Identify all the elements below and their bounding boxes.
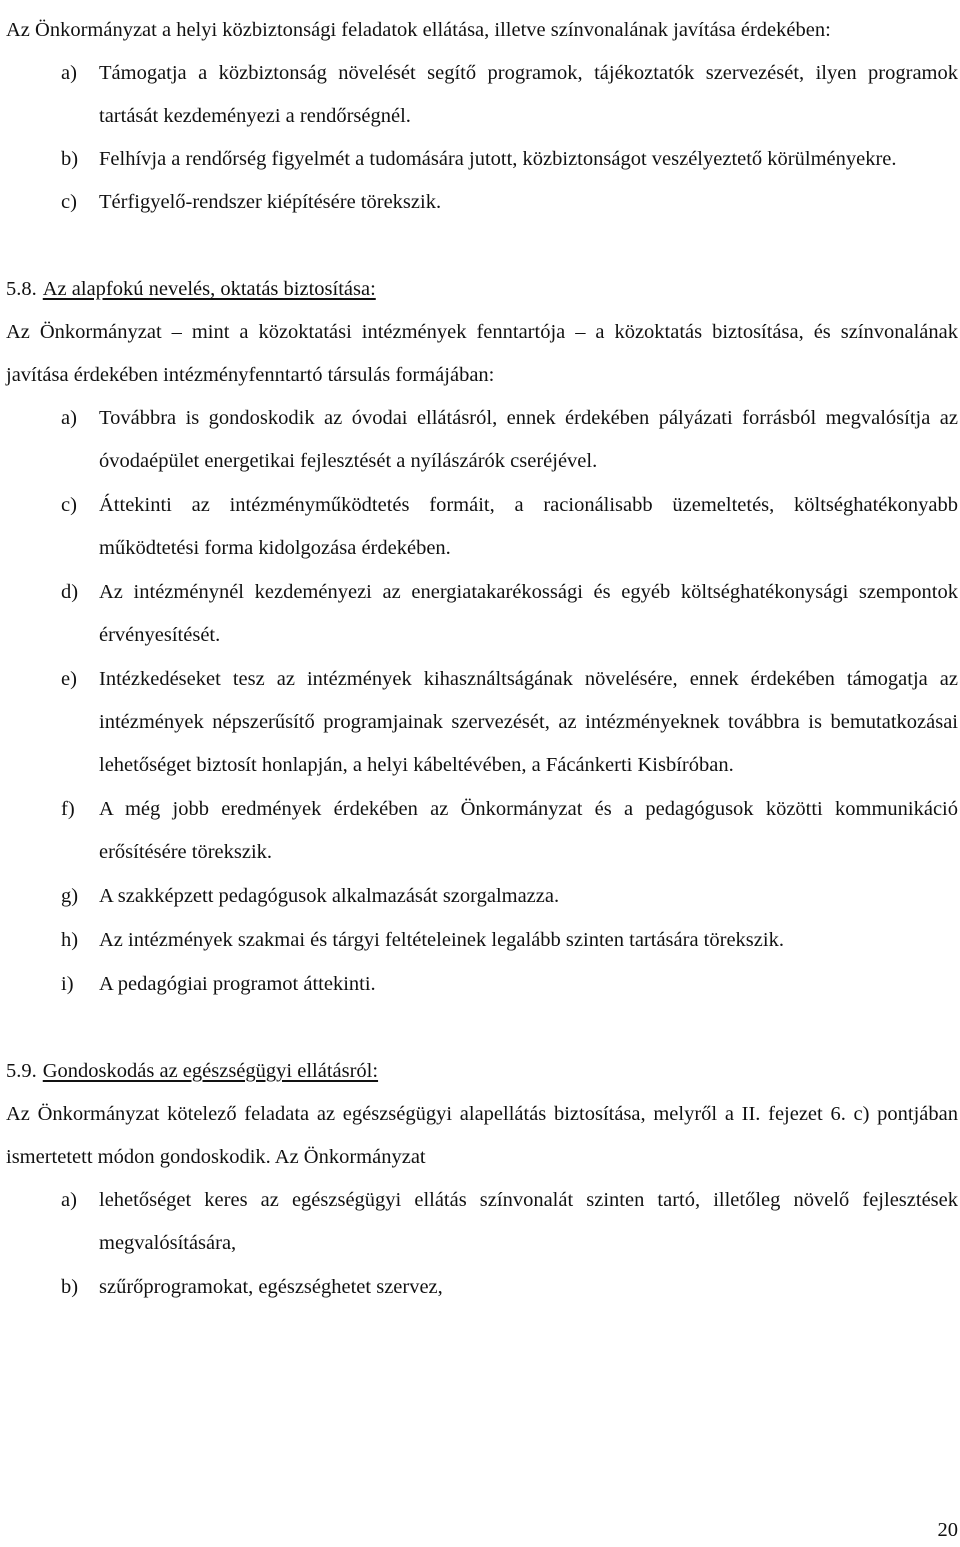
list-item — [6, 875, 958, 918]
page-number: 20 — [937, 1519, 958, 1541]
list-item-text: Felhívja a rendőrség figyelmét a tudomására jutott, közbiztonságot veszélyeztető körülményekre. — [99, 148, 897, 170]
health-list — [6, 1179, 958, 1309]
list-marker: a) — [61, 407, 77, 429]
section-heading — [6, 1050, 958, 1093]
section-paragraph: Az Önkormányzat kötelező feladata az egészségügyi alapellátás biztosítása, melyről a II. fejezet 6. c) pontjában ismertetett módon gondoskodik. Az Önkormányzat — [6, 1103, 958, 1168]
education-list — [6, 397, 958, 1006]
list-item-text: A szakképzett pedagógusok alkalmazását szorgalmazza. — [99, 885, 560, 907]
section-number: 5.8. — [6, 278, 37, 300]
list-marker: e) — [61, 668, 77, 690]
list-marker: b) — [61, 1276, 79, 1298]
list-item — [6, 1266, 958, 1309]
list-item — [6, 658, 958, 787]
list-item — [6, 397, 958, 483]
list-marker: h) — [61, 929, 79, 951]
public-safety-list — [6, 52, 958, 224]
section-title: Az alapfokú nevelés, oktatás biztosítása: — [42, 278, 376, 300]
section-5-9 — [6, 1050, 958, 1309]
list-marker: d) — [61, 581, 79, 603]
list-item-text: lehetőséget keres az egészségügyi ellátás színvonalát szinten tartó, illetőleg növelő fejlesztések megvalósítására, — [99, 1189, 958, 1254]
list-marker: a) — [61, 1189, 77, 1211]
list-item — [6, 484, 958, 570]
section-heading — [6, 268, 958, 311]
list-marker: a) — [61, 62, 77, 84]
list-item-text: Térfigyelő-rendszer kiépítésére törekszik. — [99, 191, 442, 213]
list-item-text: Az intézménynél kezdeményezi az energiatakarékossági és egyéb költséghatékonysági szempontok érvényesítését. — [99, 581, 958, 646]
document-page — [6, 0, 958, 1309]
list-item-text: Intézkedéseket tesz az intézmények kihasználtságának növelésére, ennek érdekében támogatja az intézmények népszerűsítő programjainak szervezését, az intézményeknek továbbra is bemutatkozásai lehetőséget biztosít honlapján, a helyi kábeltévében, a Fácánkerti Kisbíróban. — [99, 668, 958, 776]
list-item-text: Támogatja a közbiztonság növelését segítő programok, tájékoztatók szervezését, ilyen programok tartását kezdeményezi a rendőrségnél. — [99, 62, 958, 127]
section-number: 5.9. — [6, 1060, 37, 1082]
public-safety-intro: Az Önkormányzat a helyi közbiztonsági feladatok ellátása, illetve színvonalának javítása érdekében: — [6, 19, 831, 41]
list-marker: c) — [61, 191, 77, 213]
list-marker: g) — [61, 885, 79, 907]
list-item — [6, 52, 958, 138]
list-item — [6, 963, 958, 1006]
list-item-text: Az intézmények szakmai és tárgyi feltételeinek legalább szinten tartására törekszik. — [99, 929, 784, 951]
list-item — [6, 571, 958, 657]
list-item — [6, 919, 958, 962]
list-marker: c) — [61, 494, 77, 516]
list-marker: i) — [61, 973, 74, 995]
section-title: Gondoskodás az egészségügyi ellátásról: — [42, 1060, 379, 1082]
list-item — [6, 1179, 958, 1265]
list-marker: f) — [61, 798, 75, 820]
list-item-text: Áttekinti az intézményműködtetés formáit, a racionálisabb üzemeltetés, költséghatékonyabb működtetési forma kidolgozása érdekében. — [99, 494, 958, 559]
list-item-text: A még jobb eredmények érdekében az Önkormányzat és a pedagógusok közötti kommunikáció erősítésére törekszik. — [99, 798, 958, 863]
section-paragraph: Az Önkormányzat – mint a közoktatási intézmények fenntartója – a közoktatás biztosítása, és színvonalának javítása érdekében intézményfenntartó társulás formájában: — [6, 321, 958, 386]
list-marker: b) — [61, 148, 79, 170]
list-item — [6, 181, 958, 224]
section-5-8 — [6, 268, 958, 1006]
list-item-text: szűrőprogramokat, egészséghetet szervez, — [99, 1276, 443, 1298]
list-item — [6, 138, 958, 181]
list-item-text: Továbbra is gondoskodik az óvodai ellátásról, ennek érdekében pályázati forrásból megvalósítja az óvodaépület energetikai fejlesztését a nyílászárók cseréjével. — [99, 407, 958, 472]
public-safety-section — [6, 0, 958, 224]
list-item — [6, 788, 958, 874]
list-item-text: A pedagógiai programot áttekinti. — [99, 973, 376, 995]
